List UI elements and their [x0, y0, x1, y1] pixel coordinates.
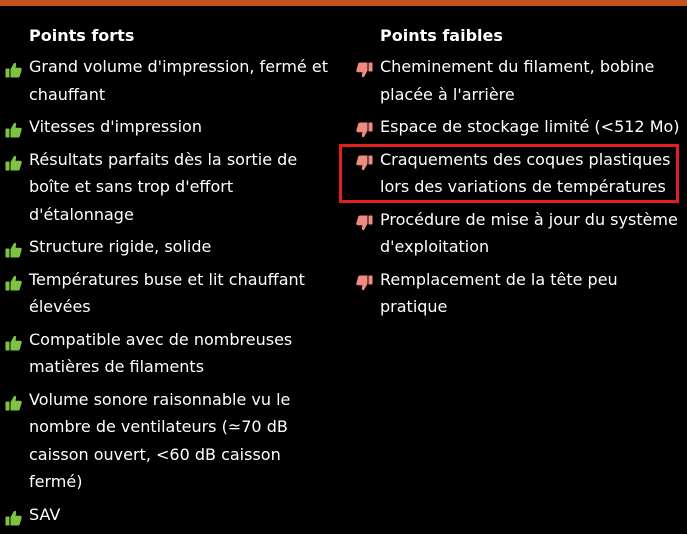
- pros-item-text: Vitesses d'impression: [29, 117, 202, 136]
- thumbs-down-icon: [356, 59, 373, 75]
- pros-item: [5, 146, 335, 229]
- cons-item: [356, 113, 687, 141]
- cons-title: Points faibles: [380, 26, 503, 45]
- pros-item: [5, 386, 335, 496]
- thumbs-down-icon: [356, 272, 373, 288]
- thumbs-up-icon: [5, 119, 22, 135]
- thumbs-down-icon: [356, 119, 373, 135]
- pros-list: [5, 53, 335, 528]
- pros-item-text: Températures buse et lit chauffant élevées: [29, 269, 305, 316]
- cons-item-text: Procédure de mise à jour du système d'exploitation: [380, 209, 678, 256]
- pros-item: [5, 113, 335, 141]
- cons-item-text: Espace de stockage limité (<512 Mo): [380, 117, 680, 136]
- cons-item: [356, 266, 687, 321]
- thumbs-up-icon: [5, 507, 22, 523]
- pros-item: [5, 266, 335, 321]
- pros-title: Points forts: [29, 26, 135, 45]
- pros-item-text: Compatible avec de nombreuses matières de filaments: [29, 329, 293, 376]
- thumbs-up-icon: [5, 272, 22, 288]
- pros-item-text: SAV: [29, 504, 61, 524]
- thumbs-up-icon: [5, 332, 22, 348]
- pros-column: [5, 23, 335, 533]
- pros-item-text: Volume sonore raisonnable vu le nombre de ventilateurs (≃70 dB caisson ouvert, <60 dB caisson fermé): [29, 389, 291, 491]
- thumbs-up-icon: [5, 239, 22, 255]
- thumbs-up-icon: [5, 59, 22, 75]
- pros-item-text: Résultats parfaits dès la sortie de boîte et sans trop d'effort d'étalonnage: [29, 149, 298, 224]
- cons-item: [356, 206, 687, 261]
- thumbs-down-icon: [356, 212, 373, 228]
- pros-item: [5, 233, 335, 261]
- cons-item-text: Craquements des coques plastiques lors des variations de températures: [380, 149, 671, 196]
- pros-item: [5, 501, 335, 529]
- pros-item-text: Structure rigide, solide: [29, 237, 212, 256]
- thumbs-up-icon: [5, 392, 22, 408]
- cons-item: [356, 53, 687, 108]
- top-accent-bar: [0, 0, 687, 6]
- thumbs-up-icon: [5, 152, 22, 168]
- highlight-box: [339, 144, 679, 203]
- cons-item-text: Remplacement de la tête peu pratique: [380, 269, 618, 316]
- pros-item: [5, 326, 335, 381]
- cons-item-text: Cheminement du filament, bobine placée à l'arrière: [380, 57, 655, 104]
- pros-item-text: Grand volume d'impression, fermé et chauffant: [29, 57, 328, 104]
- pros-item: [5, 53, 335, 108]
